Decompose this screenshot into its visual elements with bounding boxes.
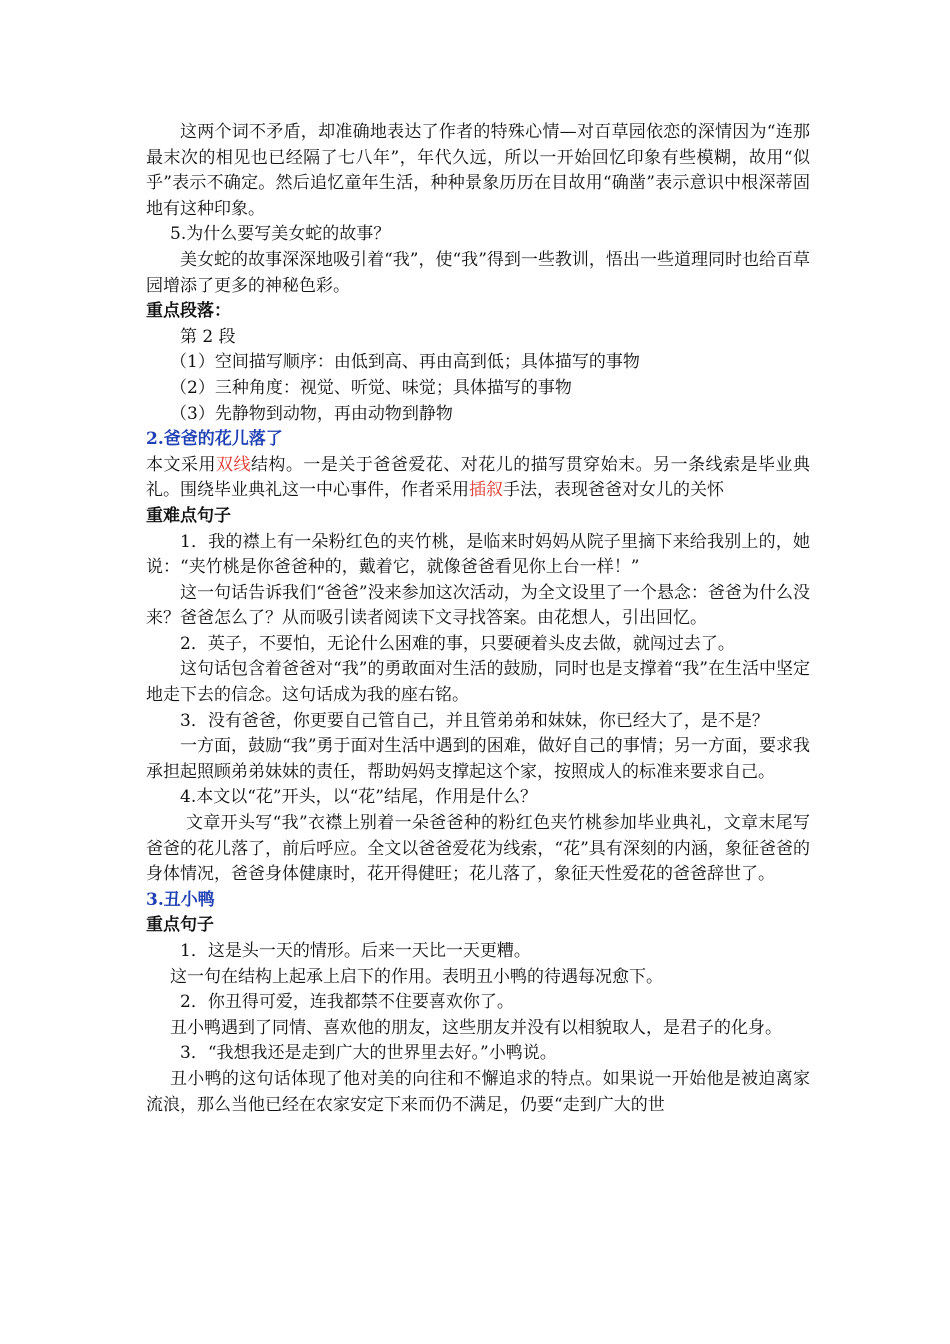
list-item: （3）先静物到动物，再由动物到静物 — [170, 403, 453, 424]
duckling-sentence-3-analysis: 丑小鸭的这句话体现了他对美的向往和不懈追求的特点。如果说一开始他是被迫离家流浪，那么当他已经在农家安定下来而仍不满足，仍要“走到广大的世 — [146, 1068, 810, 1115]
section-title-2: 2.爸爸的花儿落了 — [146, 429, 283, 450]
sentence-3-analysis: 一方面，鼓励“我”勇于面对生活中遇到的困难，做好自己的事情；另一方面，要求我承担起照顾弟弟妹妹的责任，帮助妈妈支撑起这个家，按照成人的标准来要求自己。 — [146, 736, 810, 782]
intro-text: 手法，表现爸爸对女儿的关怀 — [503, 480, 724, 501]
question-5: 5.为什么要写美女蛇的故事？ — [170, 224, 391, 245]
intro-text: 结构。一是关于爸爸爱花、对花儿的描写贯穿始末。另一条线索是毕业典礼。围绕毕业典礼这一中心事件，作者采用 — [146, 454, 811, 501]
paragraph-2-label: 第 2 段 — [180, 326, 236, 347]
question-4-answer: 文章开头写“我”衣襟上别着一朵爸爸种的粉红色夹竹桃参加毕业典礼，文章末尾写爸爸的花儿落了，前后呼应。全文以爸爸爱花为线索，“花”具有深刻的内涵，象征爸爸的身体情况，爸爸身体健康时，花开得健旺；花儿落了，象征天性爱花的爸爸辞世了。 — [146, 813, 810, 885]
intro-text: 本文采用 — [146, 454, 216, 475]
paragraph: 这两个词不矛盾，却准确地表达了作者的特殊心情—对百草园依恋的深情因为“连那最末次的相见也已经隔了七八年”，年代久远，所以一开始回忆印象有些模糊，故用“似乎”表示不确定。然后追忆童年生活，种种景象历历在目故用“确凿”表示意识中根深蒂固地有这种印象。 — [146, 122, 810, 219]
heading-hard-sentences: 重难点句子 — [146, 505, 231, 526]
answer-5: 美女蛇的故事深深地吸引着“我”，使“我”得到一些教训，悟出一些道理同时也给百草园增添了更多的神秘色彩。 — [146, 249, 810, 296]
heading-key-paragraph: 重点段落： — [146, 301, 231, 322]
highlight-flashback: 插叙 — [469, 480, 503, 501]
duckling-sentence-1-analysis: 这一句在结构上起承上启下的作用。表明丑小鸭的待遇每况愈下。 — [170, 966, 663, 987]
sentence-1-analysis: 这一句话告诉我们“爸爸”没来参加这次活动，为全文设里了一个悬念：爸爸为什么没来？爸爸怎么了？从而吸引读者阅读下文寻找答案。由花想人，引出回忆。 — [146, 582, 810, 629]
duckling-sentence-2-analysis: 丑小鸭遇到了同情、喜欢他的朋友，这些朋友并没有以相貌取人，是君子的化身。 — [170, 1017, 782, 1038]
list-item: （2）三种角度：视觉、听觉、味觉；具体描写的事物 — [170, 377, 572, 398]
section-title-3: 3.丑小鸭 — [146, 889, 215, 910]
list-item: （1）空间描写顺序：由低到高、再由高到低；具体描写的事物 — [170, 352, 640, 373]
duckling-sentence-3: 3．“我想我还是走到广大的世界里去好。”小鸭说。 — [180, 1043, 557, 1064]
duckling-sentence-2: 2．你丑得可爱，连我都禁不住要喜欢你了。 — [180, 992, 514, 1013]
highlight-double-line: 双线 — [215, 454, 251, 475]
question-4: 4.本文以“花”开头，以“花”结尾，作用是什么？ — [180, 787, 537, 808]
duckling-sentence-1: 1．这是头一天的情形。后来一天比一天更糟。 — [180, 941, 531, 961]
section-2-intro — [146, 453, 810, 504]
sentence-2: 2．英子，不要怕，无论什么困难的事，只要硬着头皮去做，就闯过去了。 — [180, 633, 735, 654]
document-page — [146, 120, 810, 1118]
sentence-3: 3．没有爸爸，你更要自己管自己，并且管弟弟和妹妹，你已经大了，是不是？ — [180, 710, 769, 731]
heading-key-sentences: 重点句子 — [146, 915, 214, 936]
sentence-2-analysis: 这句话包含着爸爸对“我”的勇敢面对生活的鼓励，同时也是支撑着“我”在生活中坚定地走下去的信念。这句话成为我的座右铭。 — [146, 659, 810, 706]
sentence-1: 1．我的襟上有一朵粉红色的夹竹桃，是临来时妈妈从院子里摘下来给我别上的，她说：“夹竹桃是你爸爸种的，戴着它，就像爸爸看见你上台一样！” — [146, 531, 810, 578]
